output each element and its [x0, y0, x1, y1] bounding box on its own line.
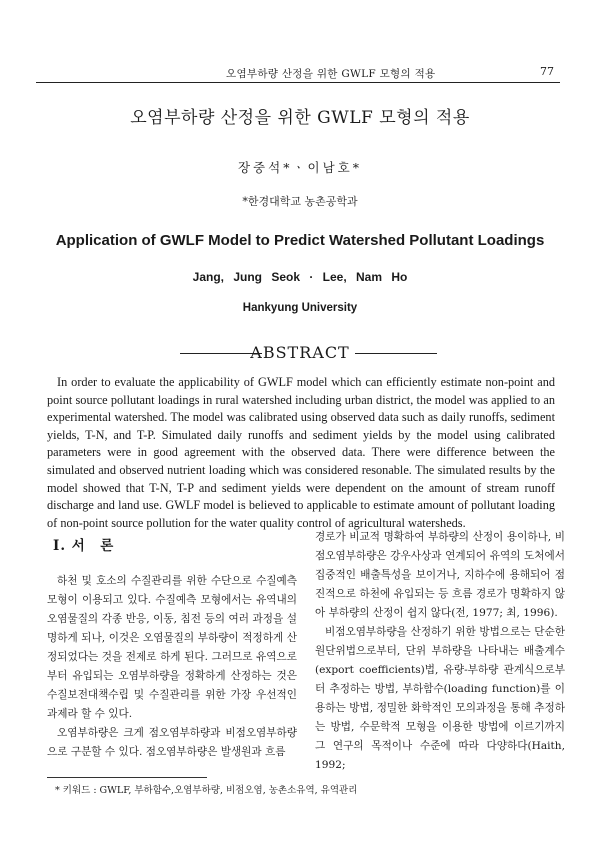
affiliation-english: Hankyung University	[242, 302, 358, 314]
running-head	[36, 62, 560, 83]
section-heading-introduction: Ⅰ. 서 론	[53, 538, 115, 554]
abstract-body	[47, 374, 555, 532]
paragraph: 오염부하량은 크게 점오염부하량과 비점오염부하량으로 구분할 수 있다. 점오염부하량은 발생원과 흐름	[47, 727, 297, 758]
paragraph: 비점오염부하량을 산정하기 위한 방법으로는 단순한 원단위법으로부터, 단위 부하량을 나타내는 배출계수(export coefficients)법, 유량-부하량 관계식으로부터 추정하는 방법, 부하함수(loading function)를 이용하는 방법, 정밀한 화학적인 모의과정을 통해 추정하는 방법, 수문학적 모형을 이용한 방법에 이르기까지 그 연구의 목적이나 수준에 따라 다양하다(Haith, 1992;	[315, 626, 565, 771]
title-korean: 오염부하량 산정을 위한 GWLF 모형의 적용	[130, 108, 470, 128]
right-column	[315, 528, 565, 775]
left-column	[47, 528, 297, 762]
authors-korean: 장중석*ㆍ이남호*	[237, 160, 363, 175]
paragraph: 경로가 비교적 명확하여 부하량의 산정이 용이하나, 비점오염부하량은 강우사상과 연계되어 유역의 도처에서 집중적인 배출특성을 보이거나, 지하수에 용해되어 점진적으로 하천에 유입되는 등 흐름 경로가 명확하지 않아 부하량의 산정이 쉽지 않다(전, 1977; 최, 1996).	[315, 531, 565, 619]
paragraph: 하천 및 호소의 수질관리를 위한 수단으로 수질예측 모형이 이용되고 있다. 수질예측 모형에서는 유역내의 오염물질의 각종 반응, 이동, 침전 등의 여러 과정을 설명하게 되나, 이것은 오염물질의 부하량이 적정하게 산정되었다는 것을 전제로 하게 된다. 그러므로 유역으로부터 유입되는 오염부하량을 정확하게 산정하는 것은 수질보전대책수립 및 수질관리를 위한 가장 우선적인 과제라 할 수 있다.	[47, 575, 297, 720]
abstract-heading-text: ABSTRACT	[250, 343, 350, 362]
abstract-heading	[0, 343, 600, 362]
title-english: Application of GWLF Model to Predict Watershed Pollutant Loadings	[55, 232, 545, 249]
running-title: 오염부하량 산정을 위한 GWLF 모형의 적용	[226, 68, 436, 80]
footnote-rule	[47, 777, 207, 778]
abstract-text: In order to evaluate the applicability of GWLF model which can efficiently estimate non-point and point source pollutant loadings in rural watershed including urban district, the model was applied to an experimental watershed. The model was calibrated using observed data such as daily runoffs, sediment yields, T-N, and T-P. Simulated daily runoffs and sediment yields by the model using calibrated parameters were in good agreement with the observed data. There were difference between the simulated and observed nutrient loading which was considered resonable. The simulated results by the model showed that T-N, T-P and sediment yields were dependent on the amount of stream runoff discharge and land use. GWLF model is believed to applicable to estimate amount of pollutant loading of non-point source pollution for the water quality control of agricultural watersheds.	[47, 375, 555, 530]
page-number: 77	[540, 65, 554, 78]
affiliation-korean: *한경대학교 농촌공학과	[242, 195, 358, 208]
abstract-rule-right	[355, 353, 437, 354]
footnote-keywords: * 키워드 : GWLF, 부하함수,오염부하량, 비점오염, 농촌소유역, 유역관리	[55, 785, 358, 796]
authors-english: Jang, Jung Seok · Lee, Nam Ho	[192, 270, 408, 284]
